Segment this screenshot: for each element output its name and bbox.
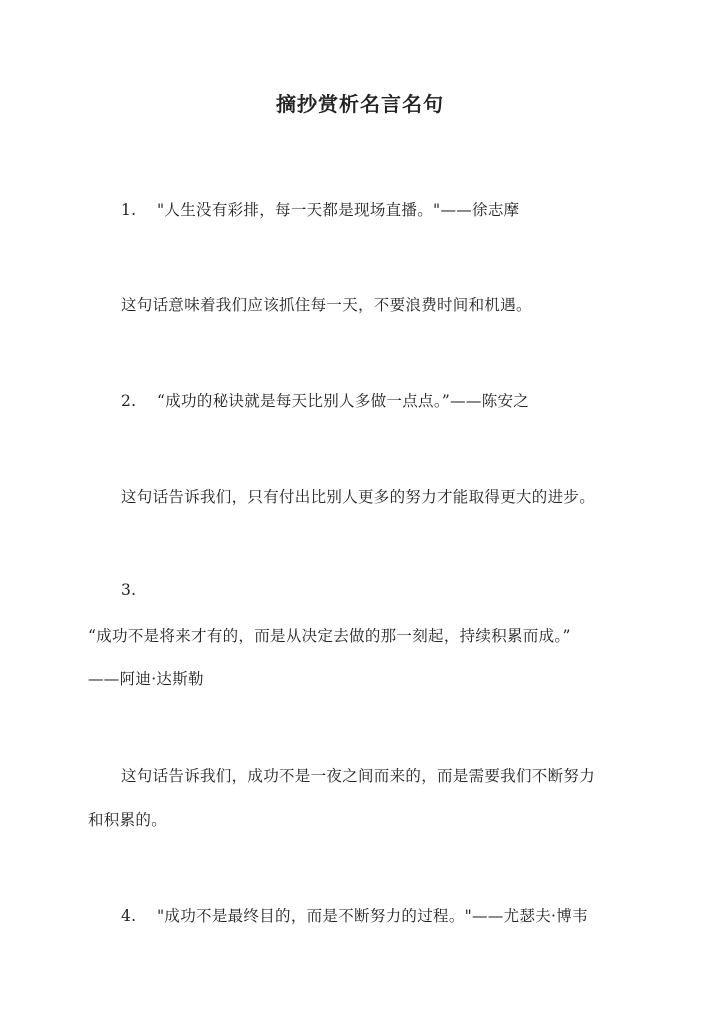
quote-line-2 bbox=[121, 389, 529, 411]
quote-text-1: "人生没有彩排，每一天都是现场直播。"——徐志摩 bbox=[157, 201, 520, 219]
document-title: 摘抄赏析名言名句 bbox=[276, 92, 444, 116]
quote-text-2: “成功的秘诀就是每天比别人多做一点点。”——陈安之 bbox=[157, 392, 530, 410]
item-number-4: 4. bbox=[121, 907, 137, 925]
quote-line-1 bbox=[121, 198, 519, 220]
item-number-1: 1. bbox=[121, 201, 137, 219]
item-number-3: 3. bbox=[121, 581, 137, 599]
analysis-2: 这句话告诉我们，只有付出比别人更多的努力才能取得更大的进步。 bbox=[121, 488, 596, 506]
quote-text-4: "成功不是最终目的，而是不断努力的过程。"——尤瑟夫·博韦 bbox=[157, 907, 588, 925]
quote-text-3b: ——阿迪·达斯勒 bbox=[88, 670, 204, 688]
item-number-2: 2. bbox=[121, 392, 137, 410]
analysis-3a: 这句话告诉我们，成功不是一夜之间而来的，而是需要我们不断努力 bbox=[121, 767, 596, 785]
quote-text-3a: “成功不是将来才有的，而是从决定去做的那一刻起，持续积累而成。” bbox=[88, 627, 571, 645]
analysis-3b: 和积累的。 bbox=[88, 811, 168, 829]
quote-line-4 bbox=[121, 904, 588, 926]
analysis-1: 这句话意味着我们应该抓住每一天，不要浪费时间和机遇。 bbox=[121, 296, 532, 314]
